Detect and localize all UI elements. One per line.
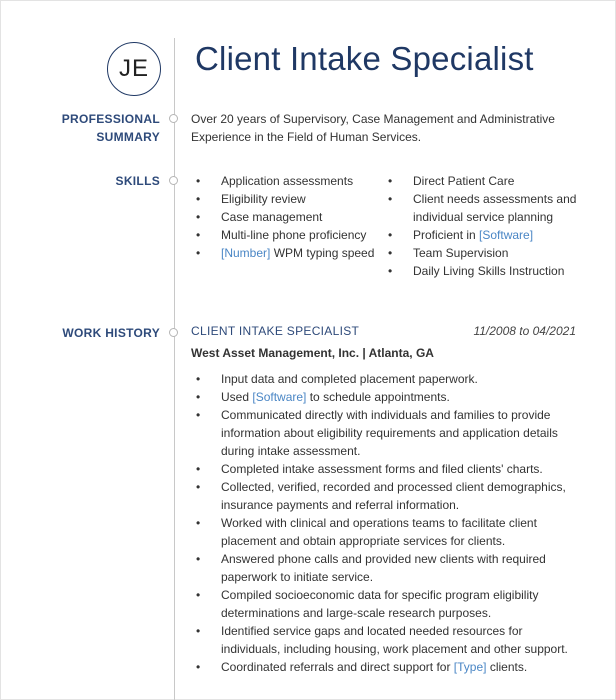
skill-item [191, 208, 391, 226]
timeline-dot-skills [169, 176, 178, 185]
section-label-work-history: WORK HISTORY [62, 326, 160, 340]
item-text: Used [221, 390, 253, 404]
skill-item [191, 172, 391, 190]
timeline-line [174, 38, 175, 700]
item-text: Collected, verified, recorded and processed client demographics, insurance payments and referral information. [221, 480, 566, 512]
duty-item [191, 460, 581, 478]
duty-item [191, 370, 581, 388]
duty-item [191, 406, 581, 460]
item-text: Daily Living Skills Instruction [413, 264, 565, 278]
item-text: Answered phone calls and provided new clients with required paperwork to initiate service. [221, 552, 546, 584]
item-text: Worked with clinical and operations teams to facilitate client placement and obtain appropriate services for clients. [221, 516, 537, 548]
item-text: Eligibility review [221, 192, 306, 206]
duty-item [191, 658, 581, 676]
duty-item [191, 514, 581, 550]
skill-item [383, 190, 583, 226]
summary-text: Over 20 years of Supervisory, Case Management and Administrative Experience in the Field of Human Services. [191, 112, 555, 144]
skill-item [191, 190, 391, 208]
item-text: Coordinated referrals and direct support for [221, 660, 454, 674]
item-text: clients. [486, 660, 528, 674]
placeholder-text: [Number] [221, 246, 271, 260]
timeline-dot-summary [169, 114, 178, 123]
item-text: Case management [221, 210, 323, 224]
item-text: Input data and completed placement paperwork. [221, 372, 478, 386]
section-label-professional-summary [62, 110, 160, 146]
item-text: Compiled socioeconomic data for specific program eligibility determinations and large-scale research purposes. [221, 588, 539, 620]
section-label-line: PROFESSIONAL [61, 112, 160, 126]
item-text: Team Supervision [413, 246, 509, 260]
item-text: Communicated directly with individuals and families to provide information about eligibility requirements and application details during intake assessment. [221, 408, 558, 458]
skill-item [191, 244, 391, 262]
item-text: Client needs assessments and individual service planning [413, 192, 577, 224]
skill-item [383, 244, 583, 262]
job-dates: 11/2008 to 04/2021 [473, 324, 576, 338]
timeline-dot-work [169, 328, 178, 337]
duty-item [191, 550, 581, 586]
skill-item [383, 262, 583, 280]
placeholder-text: [Software] [479, 228, 534, 242]
skills-list-left [191, 172, 391, 262]
placeholder-text: [Type] [453, 660, 487, 674]
skills-list-right [383, 172, 583, 280]
resume-title: Client Intake Specialist [195, 40, 534, 77]
item-text: WPM typing speed [270, 246, 375, 260]
skill-item [191, 226, 391, 244]
duty-item [191, 586, 581, 622]
item-text: Application assessments [221, 174, 354, 188]
skill-item [383, 226, 583, 244]
employer-line: West Asset Management, Inc. | Atlanta, GA [191, 346, 434, 360]
item-text: to schedule appointments. [306, 390, 450, 404]
initials-monogram [107, 42, 161, 96]
duty-item [191, 388, 581, 406]
item-text: Proficient in [413, 228, 480, 242]
section-label-skills: SKILLS [115, 174, 160, 188]
job-duties-list [191, 370, 581, 676]
placeholder-text: [Software] [252, 390, 307, 404]
item-text: Completed intake assessment forms and filed clients' charts. [221, 462, 543, 476]
job-title: CLIENT INTAKE SPECIALIST [191, 324, 360, 338]
initials-text: JE [118, 55, 149, 82]
item-text: Direct Patient Care [413, 174, 515, 188]
skill-item [383, 172, 583, 190]
duty-item [191, 622, 581, 658]
item-text: Multi-line phone proficiency [221, 228, 367, 242]
item-text: Identified service gaps and located needed resources for individuals, including housing, work placement and other support. [221, 624, 568, 656]
section-label-line: SUMMARY [96, 130, 160, 144]
duty-item [191, 478, 581, 514]
